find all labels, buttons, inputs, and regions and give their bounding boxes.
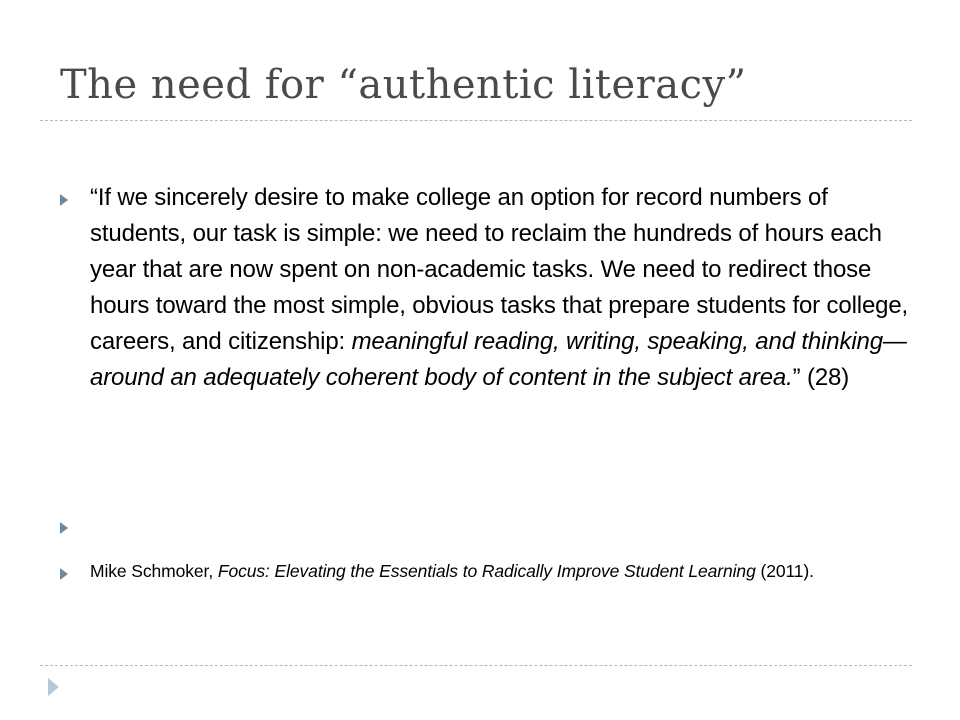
citation-text [90,558,920,584]
quote-plain: “If we sincerely desire to make college an option for record numbers of students, our task is simple: we need to reclaim the hundreds of hours each year that are now spent on non-academic tasks. We need to redirect those hours toward the most simple, obvious tasks that prepare students for college, careers, and citizenship: [90,184,909,355]
citation-year: (2011). [755,561,814,581]
slide-body [60,180,920,584]
footer-divider [40,665,912,666]
bullet-item-quote [60,180,920,508]
triangle-bullet-icon [60,194,68,206]
citation-author: Mike Schmoker, [90,561,218,581]
triangle-bullet-icon [60,568,68,580]
quote-text [90,180,920,396]
slide-title: The need for “authentic literacy” [60,62,747,108]
bullet-item-empty [60,514,920,552]
triangle-corner-icon [48,678,59,696]
triangle-bullet-icon [60,522,68,534]
quote-end: ” (28) [792,364,850,391]
quote-italic: meaningful reading, writing, speaking, and thinking—around an adequately coherent body of content in the subject area. [90,328,907,391]
title-divider [40,120,912,121]
bullet-item-citation [60,558,920,584]
citation-book-title: Focus: Elevating the Essentials to Radically Improve Student Learning [217,561,756,581]
